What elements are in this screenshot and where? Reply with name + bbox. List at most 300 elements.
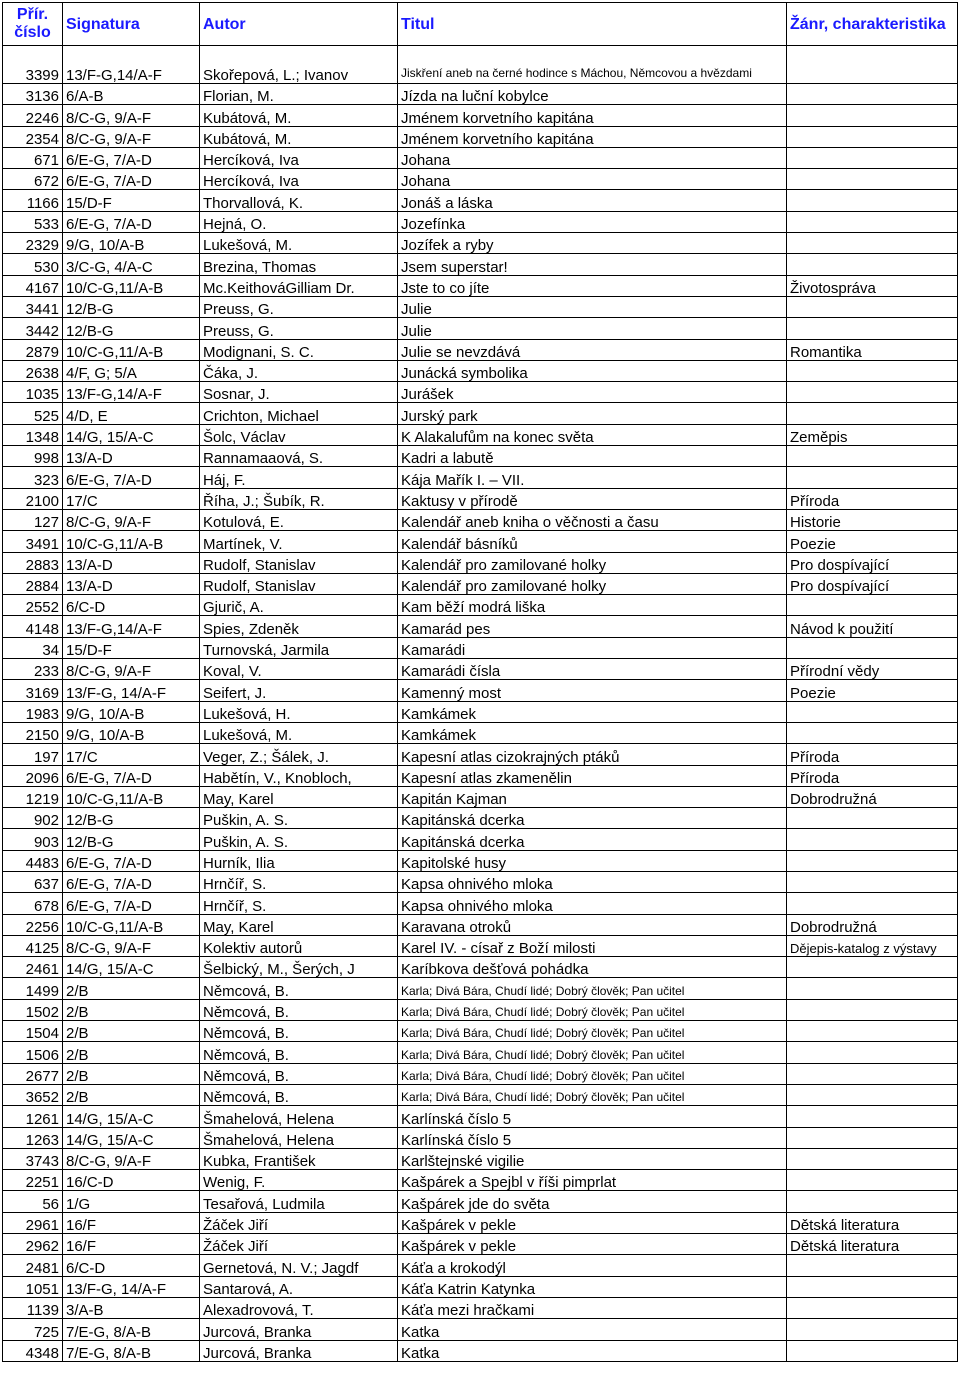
cell-signature: 15/D-F: [63, 190, 200, 211]
cell-title: Jízda na luční kobylce: [398, 84, 787, 105]
cell-genre: [787, 233, 958, 254]
header-number: Přír. číslo: [3, 3, 63, 46]
cell-number: 3491: [3, 531, 63, 552]
cell-signature: 8/C-G, 9/A-F: [63, 126, 200, 147]
cell-genre: Dějepis-katalog z výstavy: [787, 935, 958, 956]
cell-title: Jonáš a láska: [398, 190, 787, 211]
cell-author: Brezina, Thomas: [200, 254, 398, 275]
cell-genre: [787, 893, 958, 914]
table-row: [3, 1212, 958, 1233]
cell-signature: 2/B: [63, 978, 200, 999]
cell-number: 1502: [3, 999, 63, 1020]
table-row: [3, 637, 958, 658]
cell-genre: [787, 722, 958, 743]
cell-author: Žáček Jiří: [200, 1234, 398, 1255]
cell-signature: 12/B-G: [63, 808, 200, 829]
table-row: [3, 403, 958, 424]
cell-signature: 8/C-G, 9/A-F: [63, 105, 200, 126]
cell-genre: [787, 978, 958, 999]
cell-genre: Návod k použití: [787, 616, 958, 637]
cell-genre: Příroda: [787, 488, 958, 509]
cell-title: Jiskření aneb na černé hodince s Máchou, Němcovou a hvězdami: [398, 46, 787, 84]
table-row: [3, 1042, 958, 1063]
header-genre: Žánr, charakteristika: [787, 3, 958, 46]
cell-number: 637: [3, 871, 63, 892]
cell-genre: Poezie: [787, 680, 958, 701]
cell-number: 1506: [3, 1042, 63, 1063]
table-row: [3, 446, 958, 467]
table-row: [3, 424, 958, 445]
cell-title: Káťa Katrin Katynka: [398, 1276, 787, 1297]
table-row: [3, 552, 958, 573]
cell-title: Julie se nevzdává: [398, 339, 787, 360]
table-row: [3, 871, 958, 892]
cell-number: 2884: [3, 573, 63, 594]
cell-author: Lukešová, M.: [200, 233, 398, 254]
cell-signature: 10/C-G,11/A-B: [63, 531, 200, 552]
header-title: Titul: [398, 3, 787, 46]
cell-author: Lukešová, H.: [200, 701, 398, 722]
cell-signature: 17/C: [63, 488, 200, 509]
cell-genre: [787, 1276, 958, 1297]
book-catalog-table: [2, 2, 958, 1362]
cell-author: Gernetová, N. V.; Jagdf: [200, 1255, 398, 1276]
cell-signature: 16/F: [63, 1212, 200, 1233]
cell-number: 3652: [3, 1084, 63, 1105]
cell-genre: Pro dospívající: [787, 573, 958, 594]
cell-number: 2552: [3, 595, 63, 616]
cell-title: Jurský park: [398, 403, 787, 424]
cell-title: Johana: [398, 147, 787, 168]
cell-number: 1219: [3, 786, 63, 807]
header-signature: Signatura: [63, 3, 200, 46]
cell-author: Sosnar, J.: [200, 382, 398, 403]
table-row: [3, 318, 958, 339]
table-row: [3, 722, 958, 743]
cell-number: 3442: [3, 318, 63, 339]
cell-signature: 6/E-G, 7/A-D: [63, 147, 200, 168]
cell-signature: 7/E-G, 8/A-B: [63, 1319, 200, 1340]
cell-author: Hrnčíř, S.: [200, 893, 398, 914]
cell-genre: [787, 829, 958, 850]
cell-author: May, Karel: [200, 786, 398, 807]
cell-author: Martínek, V.: [200, 531, 398, 552]
table-row: [3, 1127, 958, 1148]
cell-genre: [787, 1106, 958, 1127]
cell-signature: 9/G, 10/A-B: [63, 233, 200, 254]
cell-genre: [787, 637, 958, 658]
cell-signature: 10/C-G,11/A-B: [63, 275, 200, 296]
cell-signature: 8/C-G, 9/A-F: [63, 1148, 200, 1169]
cell-genre: Historie: [787, 509, 958, 530]
cell-title: Karla; Divá Bára, Chudí lidé; Dobrý člověk; Pan učitel: [398, 978, 787, 999]
header-author: Autor: [200, 3, 398, 46]
cell-title: Julie: [398, 318, 787, 339]
cell-number: 2354: [3, 126, 63, 147]
cell-number: 672: [3, 169, 63, 190]
cell-genre: [787, 1021, 958, 1042]
table-row: [3, 275, 958, 296]
cell-number: 2256: [3, 914, 63, 935]
cell-title: Kapsa ohnivého mloka: [398, 871, 787, 892]
table-row: [3, 744, 958, 765]
cell-signature: 14/G, 15/A-C: [63, 424, 200, 445]
cell-signature: 9/G, 10/A-B: [63, 722, 200, 743]
table-row: [3, 701, 958, 722]
table-row: [3, 509, 958, 530]
cell-author: Modignani, S. C.: [200, 339, 398, 360]
cell-number: 1348: [3, 424, 63, 445]
cell-number: 1139: [3, 1297, 63, 1318]
cell-author: Šolc, Václav: [200, 424, 398, 445]
cell-title: Karlínská číslo 5: [398, 1127, 787, 1148]
cell-title: Kamarádi čísla: [398, 659, 787, 680]
cell-signature: 2/B: [63, 1063, 200, 1084]
cell-genre: Příroda: [787, 765, 958, 786]
table-row: [3, 616, 958, 637]
cell-title: Kapesní atlas cizokrajných ptáků: [398, 744, 787, 765]
cell-title: Kamarádi: [398, 637, 787, 658]
table-row: [3, 893, 958, 914]
cell-genre: [787, 1063, 958, 1084]
cell-author: Němcová, B.: [200, 1042, 398, 1063]
cell-title: Katka: [398, 1340, 787, 1361]
cell-title: Kapitán Kajman: [398, 786, 787, 807]
cell-genre: [787, 1319, 958, 1340]
cell-number: 2096: [3, 765, 63, 786]
cell-number: 2100: [3, 488, 63, 509]
cell-genre: [787, 808, 958, 829]
table-row: [3, 680, 958, 701]
cell-genre: [787, 1042, 958, 1063]
cell-title: Kamkámek: [398, 722, 787, 743]
cell-genre: [787, 1170, 958, 1191]
cell-signature: 4/D, E: [63, 403, 200, 424]
cell-title: Karlštejnské vigilie: [398, 1148, 787, 1169]
cell-signature: 8/C-G, 9/A-F: [63, 659, 200, 680]
cell-genre: [787, 1340, 958, 1361]
cell-title: Kalendář básníků: [398, 531, 787, 552]
cell-number: 2246: [3, 105, 63, 126]
table-row: [3, 360, 958, 381]
cell-genre: Dětská literatura: [787, 1212, 958, 1233]
cell-genre: [787, 871, 958, 892]
cell-author: Santarová, A.: [200, 1276, 398, 1297]
cell-signature: 13/F-G,14/A-F: [63, 46, 200, 84]
cell-number: 3743: [3, 1148, 63, 1169]
cell-title: Kašpárek v pekle: [398, 1234, 787, 1255]
cell-title: Karla; Divá Bára, Chudí lidé; Dobrý člověk; Pan učitel: [398, 1084, 787, 1105]
cell-number: 4125: [3, 935, 63, 956]
cell-author: Turnovská, Jarmila: [200, 637, 398, 658]
cell-number: 233: [3, 659, 63, 680]
cell-title: K Alakalufům na konec světa: [398, 424, 787, 445]
cell-title: Káťa mezi hračkami: [398, 1297, 787, 1318]
cell-genre: Dětská literatura: [787, 1234, 958, 1255]
cell-title: Julie: [398, 296, 787, 317]
cell-author: Kotulová, E.: [200, 509, 398, 530]
cell-author: Lukešová, M.: [200, 722, 398, 743]
cell-title: Kadri a labutě: [398, 446, 787, 467]
table-row: [3, 1255, 958, 1276]
table-row: [3, 1106, 958, 1127]
cell-genre: Poezie: [787, 531, 958, 552]
cell-signature: 13/F-G,14/A-F: [63, 382, 200, 403]
cell-title: Jménem korvetního kapitána: [398, 126, 787, 147]
cell-genre: [787, 105, 958, 126]
cell-number: 2883: [3, 552, 63, 573]
cell-genre: [787, 296, 958, 317]
table-row: [3, 808, 958, 829]
cell-signature: 16/C-D: [63, 1170, 200, 1191]
cell-number: 56: [3, 1191, 63, 1212]
table-row: [3, 105, 958, 126]
cell-genre: Dobrodružná: [787, 914, 958, 935]
cell-number: 1504: [3, 1021, 63, 1042]
cell-author: Puškin, A. S.: [200, 829, 398, 850]
cell-signature: 6/A-B: [63, 84, 200, 105]
cell-number: 2251: [3, 1170, 63, 1191]
cell-author: Hercíková, Iva: [200, 169, 398, 190]
table-row: [3, 254, 958, 275]
cell-signature: 3/C-G, 4/A-C: [63, 254, 200, 275]
cell-author: Čáka, J.: [200, 360, 398, 381]
cell-number: 903: [3, 829, 63, 850]
cell-author: Kubátová, M.: [200, 105, 398, 126]
cell-signature: 13/F-G,14/A-F: [63, 616, 200, 637]
cell-number: 998: [3, 446, 63, 467]
cell-number: 530: [3, 254, 63, 275]
cell-title: Kalendář pro zamilované holky: [398, 552, 787, 573]
cell-signature: 2/B: [63, 1042, 200, 1063]
cell-number: 902: [3, 808, 63, 829]
table-row: [3, 1319, 958, 1340]
cell-number: 2961: [3, 1212, 63, 1233]
cell-number: 34: [3, 637, 63, 658]
cell-signature: 14/G, 15/A-C: [63, 1127, 200, 1148]
cell-author: Šmahelová, Helena: [200, 1127, 398, 1148]
cell-signature: 15/D-F: [63, 637, 200, 658]
cell-number: 3136: [3, 84, 63, 105]
cell-signature: 12/B-G: [63, 829, 200, 850]
cell-number: 2962: [3, 1234, 63, 1255]
cell-author: Němcová, B.: [200, 978, 398, 999]
cell-author: Seifert, J.: [200, 680, 398, 701]
cell-number: 671: [3, 147, 63, 168]
cell-author: Preuss, G.: [200, 296, 398, 317]
cell-title: Kapitolské husy: [398, 850, 787, 871]
cell-number: 678: [3, 893, 63, 914]
cell-author: Crichton, Michael: [200, 403, 398, 424]
table-row: [3, 999, 958, 1020]
cell-number: 1035: [3, 382, 63, 403]
cell-number: 4348: [3, 1340, 63, 1361]
cell-signature: 13/F-G, 14/A-F: [63, 680, 200, 701]
cell-author: Němcová, B.: [200, 1021, 398, 1042]
table-row: [3, 765, 958, 786]
table-row: [3, 296, 958, 317]
cell-title: Karla; Divá Bára, Chudí lidé; Dobrý člověk; Pan učitel: [398, 1063, 787, 1084]
cell-genre: Přírodní vědy: [787, 659, 958, 680]
cell-signature: 13/A-D: [63, 446, 200, 467]
cell-genre: [787, 1148, 958, 1169]
cell-genre: [787, 254, 958, 275]
table-row: [3, 1063, 958, 1084]
cell-signature: 4/F, G; 5/A: [63, 360, 200, 381]
cell-number: 4148: [3, 616, 63, 637]
table-row: [3, 1297, 958, 1318]
cell-signature: 17/C: [63, 744, 200, 765]
cell-number: 3169: [3, 680, 63, 701]
cell-signature: 6/E-G, 7/A-D: [63, 850, 200, 871]
table-row: [3, 84, 958, 105]
cell-signature: 8/C-G, 9/A-F: [63, 935, 200, 956]
cell-author: Koval, V.: [200, 659, 398, 680]
cell-signature: 13/F-G, 14/A-F: [63, 1276, 200, 1297]
cell-signature: 1/G: [63, 1191, 200, 1212]
cell-title: Kamkámek: [398, 701, 787, 722]
cell-number: 1983: [3, 701, 63, 722]
cell-title: Jsem superstar!: [398, 254, 787, 275]
cell-number: 1261: [3, 1106, 63, 1127]
cell-number: 2481: [3, 1255, 63, 1276]
table-row: [3, 1021, 958, 1042]
table-row: [3, 1340, 958, 1361]
table-row: [3, 659, 958, 680]
table-row: [3, 935, 958, 956]
table-row: [3, 233, 958, 254]
cell-number: 525: [3, 403, 63, 424]
cell-signature: 7/E-G, 8/A-B: [63, 1340, 200, 1361]
cell-signature: 6/E-G, 7/A-D: [63, 871, 200, 892]
cell-author: Gjurič, A.: [200, 595, 398, 616]
cell-signature: 3/A-B: [63, 1297, 200, 1318]
cell-number: 197: [3, 744, 63, 765]
cell-number: 1263: [3, 1127, 63, 1148]
table-row: [3, 190, 958, 211]
cell-number: 4167: [3, 275, 63, 296]
cell-genre: [787, 403, 958, 424]
cell-author: Wenig, F.: [200, 1170, 398, 1191]
cell-genre: [787, 467, 958, 488]
cell-number: 2638: [3, 360, 63, 381]
table-row: [3, 957, 958, 978]
table-row: [3, 1234, 958, 1255]
cell-title: Kam běží modrá liška: [398, 595, 787, 616]
cell-genre: [787, 999, 958, 1020]
table-row: [3, 126, 958, 147]
cell-title: Kašpárek v pekle: [398, 1212, 787, 1233]
cell-genre: [787, 169, 958, 190]
cell-title: Johana: [398, 169, 787, 190]
table-row: [3, 46, 958, 84]
cell-title: Kája Mařík I. – VII.: [398, 467, 787, 488]
cell-signature: 14/G, 15/A-C: [63, 957, 200, 978]
cell-author: Tesařová, Ludmila: [200, 1191, 398, 1212]
cell-title: Kapitánská dcerka: [398, 829, 787, 850]
cell-author: Šelbický, M., Šerých, J: [200, 957, 398, 978]
cell-author: Rudolf, Stanislav: [200, 573, 398, 594]
cell-author: Hrnčíř, S.: [200, 871, 398, 892]
cell-genre: Dobrodružná: [787, 786, 958, 807]
cell-genre: [787, 850, 958, 871]
cell-author: Jurcová, Branka: [200, 1340, 398, 1361]
cell-number: 725: [3, 1319, 63, 1340]
cell-author: Preuss, G.: [200, 318, 398, 339]
cell-title: Kapsa ohnivého mloka: [398, 893, 787, 914]
cell-signature: 6/C-D: [63, 1255, 200, 1276]
cell-genre: [787, 595, 958, 616]
table-row: [3, 147, 958, 168]
table-row: [3, 339, 958, 360]
cell-number: 2150: [3, 722, 63, 743]
cell-number: 3399: [3, 46, 63, 84]
cell-genre: Romantika: [787, 339, 958, 360]
cell-author: Háj, F.: [200, 467, 398, 488]
cell-author: May, Karel: [200, 914, 398, 935]
cell-signature: 10/C-G,11/A-B: [63, 339, 200, 360]
cell-signature: 10/C-G,11/A-B: [63, 914, 200, 935]
cell-genre: [787, 1297, 958, 1318]
cell-author: Puškin, A. S.: [200, 808, 398, 829]
cell-number: 323: [3, 467, 63, 488]
cell-title: Kamarád pes: [398, 616, 787, 637]
cell-signature: 6/E-G, 7/A-D: [63, 169, 200, 190]
cell-signature: 6/E-G, 7/A-D: [63, 765, 200, 786]
cell-number: 1051: [3, 1276, 63, 1297]
cell-author: Habětín, V., Knobloch,: [200, 765, 398, 786]
table-row: [3, 914, 958, 935]
cell-genre: Pro dospívající: [787, 552, 958, 573]
cell-title: Katka: [398, 1319, 787, 1340]
cell-title: Karla; Divá Bára, Chudí lidé; Dobrý člověk; Pan učitel: [398, 1021, 787, 1042]
cell-signature: 10/C-G,11/A-B: [63, 786, 200, 807]
cell-title: Káťa a krokodýl: [398, 1255, 787, 1276]
table-header: [3, 3, 958, 46]
table-row: [3, 1170, 958, 1191]
cell-title: Kamenný most: [398, 680, 787, 701]
cell-author: Němcová, B.: [200, 1084, 398, 1105]
table-row: [3, 595, 958, 616]
cell-signature: 6/C-D: [63, 595, 200, 616]
cell-author: Hejná, O.: [200, 211, 398, 232]
cell-title: Jste to co jíte: [398, 275, 787, 296]
cell-signature: 2/B: [63, 1021, 200, 1042]
cell-genre: [787, 318, 958, 339]
cell-author: Kubátová, M.: [200, 126, 398, 147]
cell-title: Jurášek: [398, 382, 787, 403]
cell-author: Kubka, František: [200, 1148, 398, 1169]
cell-genre: [787, 1084, 958, 1105]
cell-genre: [787, 1127, 958, 1148]
cell-genre: [787, 957, 958, 978]
cell-genre: [787, 360, 958, 381]
cell-author: Mc.KeithováGilliam Dr.: [200, 275, 398, 296]
cell-signature: 9/G, 10/A-B: [63, 701, 200, 722]
cell-genre: Životospráva: [787, 275, 958, 296]
cell-title: Karla; Divá Bára, Chudí lidé; Dobrý člověk; Pan učitel: [398, 999, 787, 1020]
cell-author: Veger, Z.; Šálek, J.: [200, 744, 398, 765]
cell-genre: [787, 211, 958, 232]
cell-author: Rannamaaová, S.: [200, 446, 398, 467]
table-row: [3, 978, 958, 999]
cell-genre: [787, 84, 958, 105]
cell-title: Jozífek a ryby: [398, 233, 787, 254]
table-row: [3, 382, 958, 403]
cell-author: Kolektiv autorů: [200, 935, 398, 956]
cell-number: 4483: [3, 850, 63, 871]
table-row: [3, 786, 958, 807]
